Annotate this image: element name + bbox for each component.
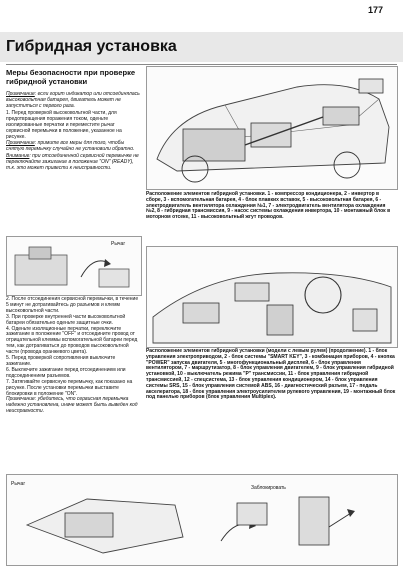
intro-note (6, 92, 140, 110)
left-steps (6, 297, 140, 415)
step-2: 2. После отсоединения сервисной перемычки, в течение 5 минут не дотрагивайтесь до разъемов и клемм высоковольтной части. (6, 296, 139, 314)
sub-title: Меры безопасности при проверке гибридной установки (6, 68, 136, 86)
note-3-label: Внимание (6, 153, 30, 160)
note-2-text: : примите все меры для того, чтобы снятую перемычку случайно не установили обратно. (6, 140, 135, 153)
note-3-text: : при отсоединенной сервисной перемычке не переключайте зажигание в положение "ON" (READY), т.к. это может привести к неисправности. (6, 153, 139, 172)
step-5: 5. Перед проверкой сопротивления выключите зажигание. (6, 355, 116, 367)
title-rule (6, 64, 397, 65)
step-note: Примечание: убедитесь, что сервисная перемычка надежно установлена, иначе может быть выведен код неисправности. (6, 396, 138, 415)
page-number: 177 (367, 5, 383, 15)
step-1: 1. Перед проверкой высоковольтной части, для предотвращения поражения током, оденьте изолированные перчатки и переместите рычаг сервисной перемычки в положение, указанное на рисунке. (6, 109, 122, 140)
left-column (6, 66, 140, 173)
note-2 (6, 141, 140, 153)
lever-label: Рычаг (111, 241, 126, 247)
step-6: 6. Выключите зажигание перед отсоединением или подсоединением разъемов. (6, 366, 126, 379)
step-7: 7. Затягивайте сервисную перемычку, как показано на рисунке. После установки перемычки выставите блокировки в положение "ON". (6, 378, 133, 397)
interior-illustration (147, 247, 397, 347)
lever-figure (6, 236, 142, 296)
lock-label: Заблокировать (251, 485, 286, 491)
bottom-lever-label: Рычаг (11, 481, 26, 487)
service-plug-illustration (7, 475, 397, 565)
top-diagram (146, 66, 398, 190)
caption-bottom: Расположение элементов гибридной установки (модели с левым рулем) (продолжение). 1 - блок управления электроприводом, 2 - блок системы "SMART KEY", 3 - комбинация приборов, 4 - кнопка "POWER" запуска двигателя, 5 - многофункциональный дисплей, 6 - блок управления вентилятором, 7 - маршрутизатор, 8 - блок управления двигателем, 9 - блок управления гибридной установкой, 10 - выключатель режима "P" трансмиссии, 11 - блок управления гибридной трансмиссией, 12 - спецсистема, 13 - блок управления кондиционером, 14 - блок управления системы SRS, 15 - блок управления системой ABS, 16 - диагностический разъем, 17 - педаль акселератора, 18 - блок управления электроусилителем рулевого управления, 19 - монтажный блок под панелью приборов (блок управления Multiplex). (146, 348, 396, 401)
step-4: 4. Оденьте изоляционные перчатки, переключите зажигание в положение "OFF" и отсоедините провод от отрицательной клеммы вспомогательной батареи перед тем, как дотрагиваться до проводов высоковольтной части (провода оранжевого цвета). (6, 325, 138, 356)
intro-note-text: : если горит индикатор или отсоединялась высоковольтная батарея, двигатель может не запуститься с первого раза. (6, 91, 140, 109)
note-2-label: Примечание (6, 140, 35, 147)
bottom-figure (6, 474, 398, 566)
interior-diagram (146, 246, 398, 348)
note-3 (6, 154, 140, 172)
caption-top: Расположение элементов гибридной установки. 1 - компрессор кондиционера, 2 - инвертор в сборе, 3 - вспомогательная батарея, 4 - блок плавких вставок, 5 - высоковольтная батарея, 6 - электродвигатель вентилятора охлаждения №1, 7 - электродвигатель вентилятора охлаждения №2, 8 - гибридная трансмиссия, 9 - насос системы охлаждения инвертора, 10 - монтажный блок в моторном отсеке, 11 - высоковольтный жгут проводов. (146, 191, 391, 221)
intro-note-label: Примечание (6, 91, 35, 98)
hybrid-layout-illustration (147, 67, 397, 189)
step-3: 3. При проверке внутренней части высоковольтной батареи обязательно оденьте защитные очки. (6, 313, 126, 326)
section-title: Гибридная установка (6, 38, 177, 55)
